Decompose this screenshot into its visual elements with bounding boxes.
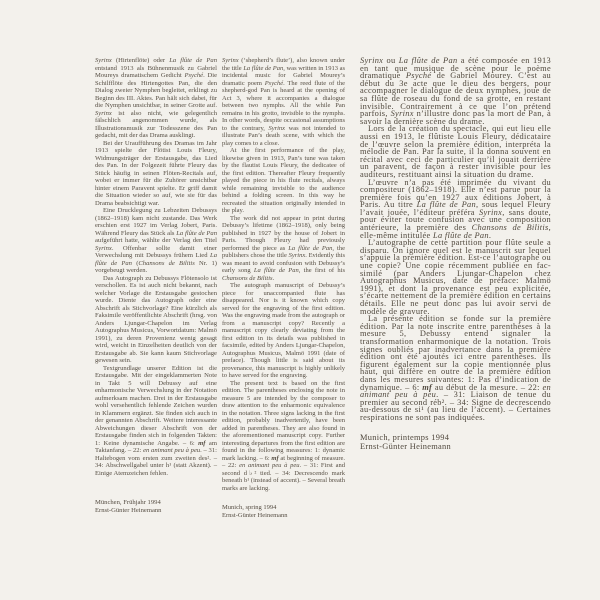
- signature-block-french: [360, 433, 551, 451]
- paragraph-list-french: [360, 57, 551, 422]
- signature-block-english: [222, 504, 345, 520]
- paragraph: The autograph manuscript of Debussy’s piece for unaccompanied flute has disappeared. Nor is it known which copy served for the engraving of the first edition. Was the engraving made from the autograph or from a manuscript copy? Recently a manuscript copy clearly deviating from the first edition in its details was published in facsimile, edited by Anders Ljungar-Chapelon, Autographus Musicus, Malmö 1991 (date of preface). Though little is said about its provenance, this manuscript is highly unlikely to have served for the engraving.: [222, 282, 345, 379]
- signature-place-date: München, Frühjahr 1994: [95, 499, 161, 506]
- paragraph: Syrinx (‘shepherd’s flute’), also known under the title La flûte de Pan, was written in 1913 as incidental music for Gabriel Mourey’s dramatic poem Psyché. The reed flute of the shepherd-god Pan is heard at the opening of Act 3, where it accompanies a dialogue between two nymphs. All the while Pan remains in his grotto, invisible to the nymphs. In other words, despite occasional assumptions to the contrary, Syrinx was not intended to illustrate Pan’s death scene, with which the play comes to a close.: [222, 57, 345, 147]
- paragraph: Syrinx ou La flûte de Pan a été composée en 1913 en tant que musique de scène pour le poème dramatique Psyché de Gabriel Mourey. C’est au début du 3e acte que le dieu des bergers, pour accompagner le dialogue de deux nymphes, joue de sa flûte de roseau du fond de sa grotte, en restant invisible. Contrairement à ce que l’on prétend parfois, Syrinx n’illustre donc pas la mort de Pan, à savoir la dernière scène du drame.: [360, 56, 551, 126]
- paragraph: At the first performance of the play, likewise given in 1913, Pan’s tune was taken by the flautist Louis Fleury, the dedicatee of the first edition. Thereafter Fleury frequently played the piece in his flute recitals, always while remaining invisible to the audience behind a folding screen. In this way he recreated the situation originally intended in the play.: [222, 147, 345, 214]
- paragraph: L’œuvre n’a pas été imprimée du vivant du compositeur (1862–1918). Elle n’est parue pour la première fois qu’en 1927 aux éditions Jobert, à Paris. Au titre La flûte de Pan, sous lequel Fleury l’avait jouée, l’éditeur préféra Syrinx, sans doute, pour éviter toute confusion avec une composition antérieure, la première des Chansons de Bilitis, elle-même intitulée La flûte de Pan.: [360, 177, 552, 240]
- signature-author: Ernst-Günter Heinemann: [222, 512, 288, 519]
- signature-author: Ernst-Günter Heinemann: [95, 506, 162, 514]
- preface-column-english: [222, 57, 345, 520]
- paragraph-list-german: [95, 57, 217, 477]
- signature-place-date: Munich, printemps 1994: [360, 432, 450, 442]
- paragraph: La présente édition se fonde sur la première édition. Par la note inscrite entre parenthèses à la mesure 5, Debussy entend signaler la transformation enharmonique de la notation. Trois signes oubliés par inadvertance dans la première édition ont été ajoutés ici entre parenthèses. Ils figurent également sur la copie mentionnée plus haut, qui diffère en outre de la première édition dans les mesures suivantes: 1: Pas d’indication de dynamique. – 6: mf au début de la mesure. – 22: en animant peu à peu. – 31: Liaison de tenue du premier au second réb². – 34: Signe de decrescendo au-dessous de si¹ (au lieu de l’accent). – Certaines respirations ne sont pas indiquées.: [360, 314, 551, 422]
- paragraph-list-english: [222, 57, 345, 492]
- preface-column-german: [95, 57, 217, 514]
- paragraph: L’autographe de cette partition pour flûte seule a disparu. On ignore quel est le manuscrit sur lequel s’appuie la première édition. Est-ce l’autographe ou une copie? Une copie récemment publiée en fac-similé (par Anders Ljungar-Chapelon chez Autographus Musicus, date de préface: Malmö 1991), et dont la provenance est peu explicitée, s’écarte nettement de la première édition en certains détails. Elle ne peut donc pas lui avoir servi de modèle de gravure.: [360, 238, 551, 316]
- signature-place-date: Munich, spring 1994: [222, 504, 277, 511]
- signature-block-german: [95, 499, 217, 514]
- paragraph: Bei der Uraufführung des Dramas im Jahr 1913 spielte der Flötist Louis Fleury, Widmungsträger der Erstausgabe, das Lied des Pan. In der Folgezeit führte Fleury das Stück häufig in seinen Flöten-Recitals auf, wobei er immer für die Zuhörer unsichtbar hinter einem Paravent spielte. Er griff damit die Situation wieder so auf, wie sie für das Drama beabsichtigt war.: [95, 139, 217, 207]
- paragraph: Das Autograph zu Debussys Flötensolo ist verschollen. Es ist auch nicht bekannt, nach welcher Vorlage die Erstausgabe gestochen wurde. Diente das Autograph oder eine Abschrift als Stichvorlage? Eine kürzlich als Faksimile veröffentlichte Abschrift (hrsg. von Anders Ljungar-Chapelon im Verlag Autographus Musicus, Vorwortdatum: Malmö 1991), zu deren Provenienz wenig gesagt wird, weicht in Einzelheiten deutlich von der Erstausgabe ab. Sie kann kaum Stichvorlage gewesen sein.: [95, 274, 217, 364]
- paragraph: Lors de la création du spectacle, qui eut lieu elle aussi en 1913, le flûtiste Louis Fleury, dédicataire de l’œuvre selon la première édition, interpréta la mélodie de Pan. Par la suite, il la donna souvent en récital avec ceci de particulier qu’il jouait derrière un paravent, de façon à rester invisible pour les auditeurs, restituant ainsi la situation du drame.: [360, 124, 551, 179]
- signature-author: Ernst-Günter Heinemann: [360, 441, 452, 451]
- paragraph: Eine Drucklegung zu Lebzeiten Debussys (1862–1918) kam nicht zustande. Das Werk erschien erst 1927 im Verlag Jobert, Paris. Während Fleury das Stück als La flûte de Pan aufgeführt hatte, wählte der Verlag den Titel Syrinx. Offenbar sollte damit einer Verwechslung mit Debussys frühem Lied La flûte de Pan (Chansons de Bilitis Nr. 1) vorgebeugt werden.: [95, 207, 217, 274]
- paragraph: Textgrundlage unserer Edition ist die Erstausgabe. Mit der eingeklammerten Note in Takt 5 will Debussy auf eine enharmonische Verwechslung in der Notation aufmerksam machen. Drei in der Erstausgabe wohl versehentlich fehlende Zeichen wurden in Klammern ergänzt. Sie finden sich auch in der genannten Abschrift. Weitere interessante Abweichungen dieser Abschrift von der Erstausgabe finden sich in folgenden Takten: 1: Keine dynamische Angabe. – 6: mf am Taktanfang. – 22: en animant peu à peu. – 31: Haltebogen vom ersten zum zweiten des². – 34: Abschwellgabel unter h¹ (statt Akzent). – Einige Atemzeichen fehlen.: [95, 364, 217, 477]
- paragraph: The work did not appear in print during Debussy’s lifetime (1862–1918), only being published in 1927 by the house of Jobert in Paris. Though Fleury had previously performed the piece as La flûte de Pan, the publishers chose the title Syrinx. Evidently this was meant to avoid confusion with Debussy’s early song La flûte de Pan, the first of his Chansons de Bilitis.: [222, 214, 345, 282]
- paragraph: Syrinx (Hirtenflöte) oder La flûte de Pan entstand 1913 als Bühnenmusik zu Gabriel Moureys dramatischem Gedicht Psyché. Die Schilfflöte des Hirtengottes Pan, die den Dialog zweier Nymphen begleitet, erklingt zu Beginn des III. Aktes. Pan hält sich dabei, für die Nymphen unsichtbar, in seiner Grotte auf. Syrinx ist also nicht, wie gelegentlich fälschlich angenommen wurde, als Illustrationsmusik zur Todesszene des Pan gedacht, mit der das Drama ausklingt.: [95, 57, 217, 139]
- preface-column-french: [360, 57, 551, 451]
- paragraph: The present text is based on the first edition. The parentheses enclosing the note in measure 5 are intended by the composer to draw attention to the enharmonic equivalence in the notation. Three signs lacking in the first edition, probably inadvertently, have been added in parentheses. They are also found in the aforementioned manuscript copy. Further interesting departures from the first edition are found in the following measures: 1: dynamic mark lacking. – 6: mf at beginning of measure. – 22: en animant peu à peu. – 31: First and second d♭² tied. – 34: Decrescendo mark beneath b¹ (instead of accent). – Several breath marks are lacking.: [222, 379, 345, 492]
